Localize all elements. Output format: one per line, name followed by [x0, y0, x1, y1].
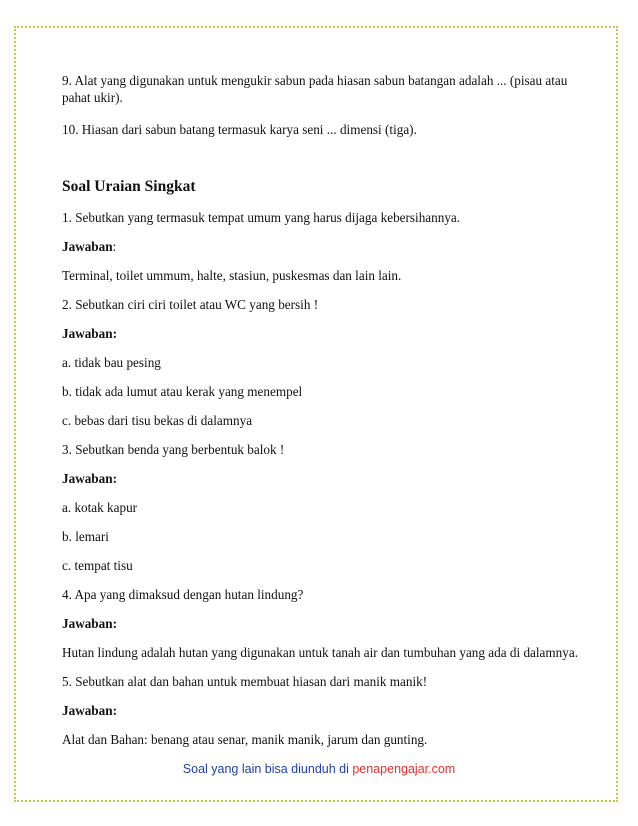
answer-2b: b. tidak ada lumut atau kerak yang menempel [62, 384, 303, 399]
footer-text: Soal yang lain bisa diunduh di [182, 762, 353, 776]
answer-1: Terminal, toilet ummum, halte, stasiun, puskesmas dan lain lain. [62, 268, 402, 283]
answer-label-4: Jawaban: [62, 616, 117, 631]
document-body [62, 72, 582, 748]
question-3: 3. Sebutkan benda yang berbentuk balok ! [62, 442, 285, 457]
footer-link[interactable]: penapengajar.com [352, 762, 456, 776]
question-5: 5. Sebutkan alat dan bahan untuk membuat hiasan dari manik manik! [62, 674, 428, 689]
question-4: 4. Apa yang dimaksud dengan hutan lindung? [62, 587, 304, 602]
answer-3a: a. kotak kapur [62, 500, 138, 515]
answer-3b: b. lemari [62, 529, 109, 544]
answer-label-colon: : [112, 239, 117, 254]
footer-note [0, 762, 638, 776]
answer-4: Hutan lindung adalah hutan yang digunakan untuk tanah air dan tumbuhan yang ada di dalamnya. [62, 645, 578, 660]
section-title: Soal Uraian Singkat [62, 178, 196, 195]
answer-2a: a. tidak bau pesing [62, 355, 161, 370]
question-2: 2. Sebutkan ciri ciri toilet atau WC yang bersih ! [62, 297, 319, 312]
answer-label-1 [62, 238, 582, 255]
question-9: 9. Alat yang digunakan untuk mengukir sabun pada hiasan sabun batangan adalah ... (pisau atau pahat ukir). [62, 73, 568, 105]
answer-3c: c. tempat tisu [62, 558, 133, 573]
answer-2c: c. bebas dari tisu bekas di dalamnya [62, 413, 253, 428]
answer-label-text: Jawaban [62, 239, 113, 254]
answer-5: Alat dan Bahan: benang atau senar, manik manik, jarum dan gunting. [62, 732, 428, 747]
answer-label-5: Jawaban: [62, 703, 117, 718]
question-10: 10. Hiasan dari sabun batang termasuk karya seni ... dimensi (tiga). [62, 122, 417, 137]
answer-label-3: Jawaban: [62, 471, 117, 486]
answer-label-2: Jawaban: [62, 326, 117, 341]
question-1: 1. Sebutkan yang termasuk tempat umum yang harus dijaga kebersihannya. [62, 210, 461, 225]
